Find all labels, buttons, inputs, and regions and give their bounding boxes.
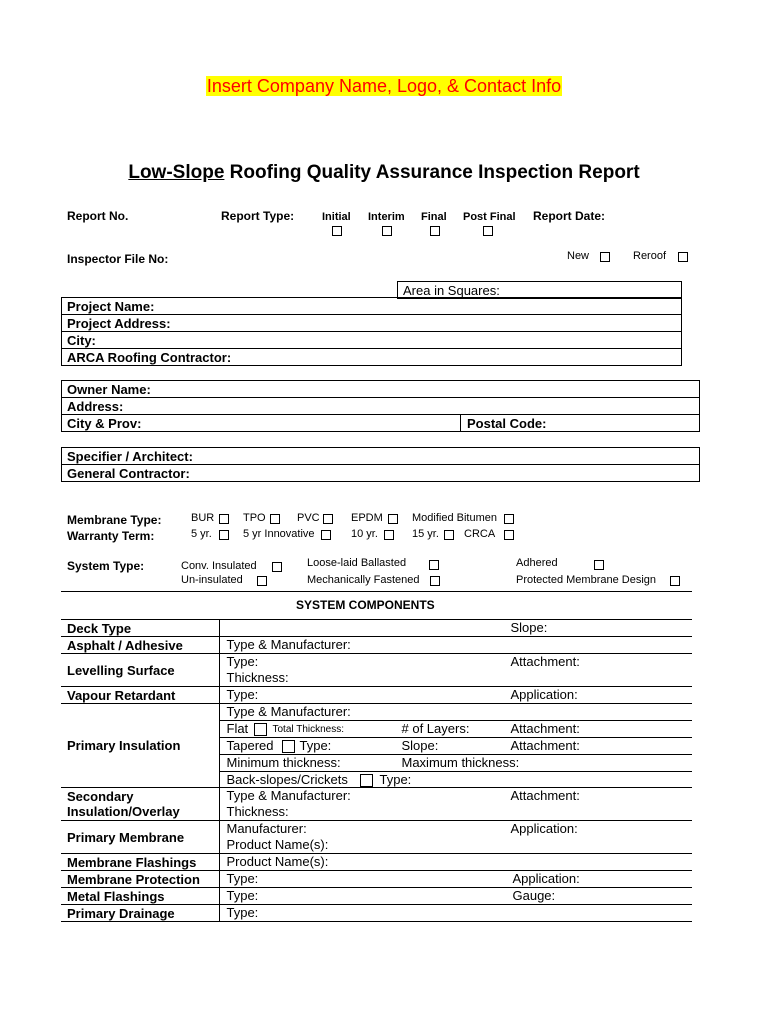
postal-code-label: Postal Code: [467, 416, 547, 431]
primary-drainage-label: Primary Drainage [61, 905, 219, 922]
pi-flat-label: Flat [226, 721, 249, 736]
membrane-pvc-checkbox[interactable] [323, 514, 333, 524]
membrane-pvc-label: PVC [297, 512, 320, 524]
membrane-flashings-row[interactable] [61, 854, 692, 871]
warranty-15yr-checkbox[interactable] [444, 530, 454, 540]
metal-type-label: Type: [226, 888, 259, 903]
system-components-heading: SYSTEM COMPONENTS [296, 598, 435, 612]
vap-app-label: Application: [510, 687, 578, 702]
type-interim-label: Interim [368, 211, 405, 223]
components-top-rule [61, 591, 692, 592]
city-prov-label: City & Prov: [67, 416, 142, 431]
membrane-epdm-checkbox[interactable] [388, 514, 398, 524]
sys-conv-insulated-checkbox[interactable] [272, 562, 282, 572]
drain-type-label: Type: [226, 905, 259, 920]
prot-type-label: Type: [226, 871, 259, 886]
primary-membrane-label: Primary Membrane [61, 821, 219, 854]
membrane-bur-checkbox[interactable] [219, 514, 229, 524]
membrane-tpo-checkbox[interactable] [270, 514, 280, 524]
specifier-field[interactable] [62, 448, 699, 465]
sys-protected-label: Protected Membrane Design [516, 574, 657, 586]
sys-conv-insulated-label: Conv. Insulated [181, 560, 257, 572]
pi-attach-label: Attachment: [510, 721, 580, 736]
new-checkbox[interactable] [600, 252, 610, 262]
vapour-row[interactable] [61, 687, 692, 704]
type-final-label: Final [421, 211, 447, 223]
contractor-field[interactable] [62, 349, 681, 366]
company-info-banner [0, 76, 768, 97]
pi-type-label: Type & Manufacturer: [226, 704, 351, 719]
levelling-label: Levelling Surface [61, 654, 219, 687]
general-contractor-label: General Contractor: [67, 466, 190, 481]
pi-tapered-checkbox[interactable] [282, 740, 295, 753]
metal-gauge-label: Gauge: [512, 888, 556, 903]
pi-attach2-label: Attachment: [510, 738, 580, 753]
metal-flashings-row[interactable] [61, 888, 692, 905]
pi-slope-label: Slope: [401, 738, 439, 753]
pi-total-thickness-label: Total Thickness: [272, 724, 345, 735]
report-no-label: Report No. [67, 209, 129, 223]
project-name-label: Project Name: [67, 299, 155, 314]
inspector-file-label: Inspector File No: [67, 252, 169, 266]
sec-attach-label: Attachment: [510, 788, 580, 803]
lev-type-label: Type: [226, 654, 259, 669]
project-address-label: Project Address: [67, 316, 171, 331]
owner-name-field[interactable] [62, 381, 699, 398]
primary-drainage-row[interactable] [61, 905, 692, 922]
report-date-label: Report Date: [533, 209, 606, 223]
pi-tapered-type-label: Type: [299, 738, 332, 753]
membrane-bur-label: BUR [191, 512, 215, 524]
membrane-modbit-label: Modified Bitumen [412, 512, 497, 524]
report-type-label: Report Type: [221, 209, 295, 223]
membrane-tpo-label: TPO [243, 512, 266, 524]
pi-min-thickness-label: Minimum thickness: [226, 755, 341, 770]
type-initial-label: Initial [322, 211, 351, 223]
reroof-label: Reroof [633, 250, 667, 262]
pi-backslopes-label: Back-slopes/Crickets [226, 772, 348, 787]
sys-mech-fastened-checkbox[interactable] [430, 576, 440, 586]
vapour-label: Vapour Retardant [61, 687, 219, 704]
page-title [0, 162, 768, 184]
flash-product-label: Product Name(s): [226, 854, 329, 869]
project-city-label: City: [67, 333, 96, 348]
membrane-protection-row[interactable] [61, 871, 692, 888]
pm-application-label: Application: [510, 821, 578, 836]
secondary-line2: Insulation/Overlay [67, 804, 180, 819]
sec-thick-label: Thickness: [226, 804, 289, 819]
membrane-type-label: Membrane Type: [67, 513, 162, 527]
membrane-protection-label: Membrane Protection [61, 871, 219, 888]
postal-divider [460, 415, 461, 431]
company-info-text: Insert Company Name, Logo, & Contact Info [206, 76, 562, 96]
title-rest: Roofing Quality Assurance Inspection Report [224, 162, 640, 183]
owner-address-label: Address: [67, 399, 124, 414]
project-name-field[interactable] [62, 298, 681, 315]
deck-type-row[interactable] [61, 620, 692, 637]
owner-box [61, 380, 700, 432]
warranty-5yr-innov-label: 5 yr Innovative [243, 528, 315, 540]
type-final-checkbox[interactable] [430, 226, 440, 236]
warranty-10yr-label: 10 yr. [351, 528, 378, 540]
sys-adhered-label: Adhered [516, 557, 558, 569]
primary-insulation-row[interactable] [61, 704, 692, 788]
specifier-box [61, 447, 700, 482]
lev-thick-label: Thickness: [226, 670, 289, 685]
sys-protected-checkbox[interactable] [670, 576, 680, 586]
sys-uninsulated-label: Un-insulated [181, 574, 243, 586]
sys-loose-laid-label: Loose-laid Ballasted [307, 557, 407, 569]
warranty-5yr-innov-checkbox[interactable] [321, 530, 331, 540]
system-type-label: System Type: [67, 559, 145, 573]
membrane-modbit-checkbox[interactable] [504, 514, 514, 524]
system-components-table [61, 619, 692, 922]
secondary-insulation-label [61, 788, 219, 821]
area-squares-label: Area in Squares: [403, 283, 500, 298]
contractor-label: ARCA Roofing Contractor: [67, 350, 232, 365]
pi-max-thickness-label: Maximum thickness: [401, 755, 520, 770]
sec-type-label: Type & Manufacturer: [226, 788, 351, 803]
secondary-insulation-row[interactable] [61, 788, 692, 821]
warranty-crca-label: CRCA [464, 528, 496, 540]
deck-type-label: Deck Type [61, 620, 219, 637]
pi-flat-checkbox[interactable] [254, 723, 267, 736]
owner-name-label: Owner Name: [67, 382, 151, 397]
city-prov-field[interactable] [62, 415, 699, 432]
warranty-term-label: Warranty Term: [67, 529, 155, 543]
sys-mech-fastened-label: Mechanically Fastened [307, 574, 420, 586]
sys-loose-laid-checkbox[interactable] [429, 560, 439, 570]
warranty-5yr-label: 5 yr. [191, 528, 212, 540]
title-underlined: Low-Slope [128, 162, 225, 183]
type-post-final-label: Post Final [463, 211, 516, 223]
warranty-10yr-checkbox[interactable] [384, 530, 394, 540]
membrane-epdm-label: EPDM [351, 512, 383, 524]
pi-layers-label: # of Layers: [401, 721, 470, 736]
membrane-flashings-label: Membrane Flashings [61, 854, 219, 871]
project-box [61, 297, 682, 366]
metal-flashings-label: Metal Flashings [61, 888, 219, 905]
warranty-15yr-label: 15 yr. [412, 528, 439, 540]
prot-app-label: Application: [512, 871, 580, 886]
asphalt-label: Asphalt / Adhesive [61, 637, 219, 654]
project-address-field[interactable] [62, 315, 681, 332]
vap-type-label: Type: [226, 687, 259, 702]
general-contractor-field[interactable] [62, 465, 699, 482]
primary-insulation-label: Primary Insulation [61, 704, 219, 788]
type-interim-checkbox[interactable] [382, 226, 392, 236]
project-city-field[interactable] [62, 332, 681, 349]
owner-address-field[interactable] [62, 398, 699, 415]
warranty-5yr-checkbox[interactable] [219, 530, 229, 540]
type-post-final-checkbox[interactable] [483, 226, 493, 236]
sys-adhered-checkbox[interactable] [594, 560, 604, 570]
type-initial-checkbox[interactable] [332, 226, 342, 236]
specifier-label: Specifier / Architect: [67, 449, 193, 464]
new-label: New [567, 250, 590, 262]
pm-manufacturer-label: Manufacturer: [226, 821, 307, 836]
asphalt-type-label: Type & Manufacturer: [226, 637, 351, 652]
warranty-crca-checkbox[interactable] [504, 530, 514, 540]
pi-tapered-label: Tapered [226, 738, 274, 753]
sys-uninsulated-checkbox[interactable] [257, 576, 267, 586]
primary-membrane-row[interactable] [61, 821, 692, 854]
asphalt-row[interactable] [61, 637, 692, 654]
deck-slope-label: Slope: [510, 620, 548, 635]
levelling-row[interactable] [61, 654, 692, 687]
pi-backslopes-type-label: Type: [379, 772, 412, 787]
pi-backslopes-checkbox[interactable] [360, 774, 373, 787]
secondary-line1: Secondary [67, 789, 134, 804]
pm-product-label: Product Name(s): [226, 837, 329, 852]
lev-attach-label: Attachment: [510, 654, 580, 669]
reroof-checkbox[interactable] [678, 252, 688, 262]
